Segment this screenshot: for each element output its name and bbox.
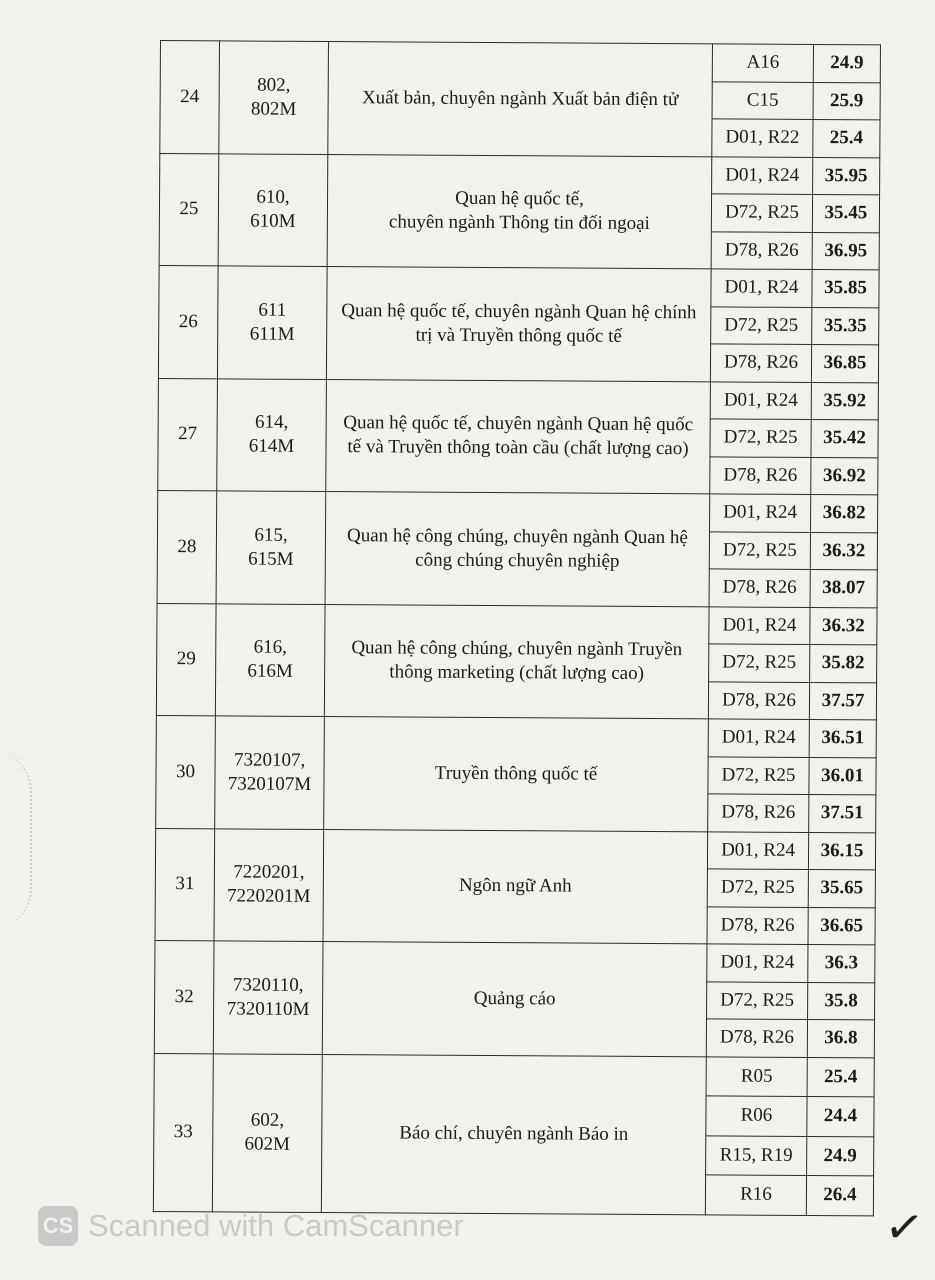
cutoff-score: 35.42 bbox=[811, 419, 878, 457]
cutoff-score: 37.57 bbox=[809, 682, 876, 720]
partial-stamp-mark bbox=[0, 750, 32, 930]
subject-combination: D72, R25 bbox=[707, 869, 808, 907]
row-number: 32 bbox=[154, 940, 214, 1053]
admission-scores-table bbox=[153, 40, 881, 1216]
cutoff-score: 25.4 bbox=[807, 1057, 874, 1097]
cutoff-score: 37.51 bbox=[809, 794, 876, 832]
program-code: 610, 610M bbox=[218, 153, 328, 266]
subject-combination: D72, R25 bbox=[709, 531, 810, 569]
subject-combination: D01, R24 bbox=[709, 606, 810, 644]
row-number: 28 bbox=[157, 490, 217, 603]
table-row bbox=[154, 1053, 874, 1097]
cutoff-score: 36.32 bbox=[810, 532, 877, 570]
subject-combination: D01, R24 bbox=[708, 719, 809, 757]
program-code: 7220201, 7220201M bbox=[214, 828, 324, 941]
program-code: 611 611M bbox=[217, 266, 327, 379]
cutoff-score: 36.8 bbox=[807, 1019, 874, 1057]
program-name: Quan hệ quốc tế, chuyên ngành Quan hệ chính trị và Truyền thông quốc tế bbox=[326, 267, 711, 382]
subject-combination: C15 bbox=[712, 81, 813, 119]
cutoff-score: 25.4 bbox=[813, 119, 880, 157]
subject-combination: D01, R22 bbox=[712, 119, 813, 157]
cutoff-score: 36.15 bbox=[808, 832, 875, 870]
cutoff-score: 24.9 bbox=[813, 44, 880, 82]
subject-combination: D01, R24 bbox=[711, 269, 812, 307]
cutoff-score: 35.8 bbox=[808, 982, 875, 1020]
subject-combination: D78, R26 bbox=[710, 456, 811, 494]
table-row bbox=[160, 41, 880, 83]
cutoff-score: 36.3 bbox=[808, 944, 875, 982]
cutoff-score: 36.65 bbox=[808, 907, 875, 945]
table-row bbox=[155, 828, 875, 870]
table-row bbox=[157, 603, 877, 645]
cutoff-score: 36.82 bbox=[811, 494, 878, 532]
subject-combination: D72, R25 bbox=[711, 306, 812, 344]
camscanner-logo-icon: CS bbox=[38, 1206, 78, 1246]
subject-combination: R16 bbox=[705, 1175, 806, 1215]
program-code: 614, 614M bbox=[217, 378, 327, 491]
table-row bbox=[155, 940, 875, 982]
row-number: 27 bbox=[158, 378, 218, 491]
cutoff-score: 35.85 bbox=[812, 269, 879, 307]
cutoff-score: 36.51 bbox=[809, 719, 876, 757]
row-number: 26 bbox=[158, 265, 218, 378]
subject-combination: D78, R26 bbox=[708, 681, 809, 719]
checkmark-icon: ✓ bbox=[881, 1199, 927, 1256]
camscanner-watermark bbox=[38, 1206, 464, 1246]
program-code: 802, 802M bbox=[219, 41, 329, 154]
cutoff-score: 35.92 bbox=[811, 382, 878, 420]
cutoff-score: 36.32 bbox=[810, 607, 877, 645]
program-name: Quảng cáo bbox=[322, 942, 707, 1057]
row-number: 33 bbox=[153, 1053, 213, 1211]
row-number: 29 bbox=[156, 603, 216, 716]
row-number: 30 bbox=[156, 715, 216, 828]
subject-combination: D78, R26 bbox=[709, 569, 810, 607]
table-row bbox=[159, 265, 879, 307]
program-name: Quan hệ quốc tế, chuyên ngành Quan hệ quốc tế và Truyền thông toàn cầu (chất lượng cao) bbox=[326, 379, 711, 494]
program-code: 7320107, 7320107M bbox=[215, 716, 325, 829]
subject-combination: D78, R26 bbox=[710, 344, 811, 382]
subject-combination: D78, R26 bbox=[706, 1019, 807, 1057]
cutoff-score: 38.07 bbox=[810, 569, 877, 607]
program-code: 602, 602M bbox=[212, 1053, 322, 1212]
program-name: Truyền thông quốc tế bbox=[324, 717, 709, 832]
subject-combination: D01, R24 bbox=[707, 831, 808, 869]
subject-combination: D01, R24 bbox=[707, 944, 808, 982]
cutoff-score: 35.82 bbox=[810, 644, 877, 682]
cutoff-score: 36.92 bbox=[811, 457, 878, 495]
subject-combination: D01, R24 bbox=[710, 494, 811, 532]
subject-combination: A16 bbox=[712, 44, 813, 82]
cutoff-score: 35.45 bbox=[812, 194, 879, 232]
cutoff-score: 35.35 bbox=[812, 307, 879, 345]
program-name: Ngôn ngữ Anh bbox=[323, 829, 708, 944]
row-number: 31 bbox=[155, 828, 215, 941]
subject-combination: D72, R25 bbox=[710, 419, 811, 457]
cutoff-score: 25.9 bbox=[813, 82, 880, 120]
program-code: 615, 615M bbox=[216, 491, 326, 604]
subject-combination: D78, R26 bbox=[711, 231, 812, 269]
program-name: Xuất bản, chuyên ngành Xuất bản điện tử bbox=[328, 42, 713, 157]
cutoff-score: 24.9 bbox=[807, 1136, 874, 1176]
row-number: 24 bbox=[160, 41, 220, 154]
row-number: 25 bbox=[159, 153, 219, 266]
subject-combination: D72, R25 bbox=[708, 756, 809, 794]
cutoff-score: 35.95 bbox=[813, 157, 880, 195]
subject-combination: D78, R26 bbox=[708, 794, 809, 832]
table-row bbox=[160, 153, 880, 195]
table-row bbox=[156, 715, 876, 757]
program-code: 7320110, 7320110M bbox=[213, 941, 323, 1054]
subject-combination: D78, R26 bbox=[707, 906, 808, 944]
cutoff-score: 35.65 bbox=[808, 869, 875, 907]
cutoff-score: 36.95 bbox=[812, 232, 879, 270]
table-row bbox=[158, 490, 878, 532]
program-name: Quan hệ quốc tế, chuyên ngành Thông tin đối ngoại bbox=[327, 154, 712, 269]
subject-combination: D01, R24 bbox=[712, 156, 813, 194]
watermark-text: Scanned with CamScanner bbox=[88, 1208, 464, 1243]
subject-combination: D72, R25 bbox=[711, 194, 812, 232]
subject-combination: R15, R19 bbox=[706, 1135, 807, 1175]
program-code: 616, 616M bbox=[215, 603, 325, 716]
program-name: Báo chí, chuyên ngành Báo in bbox=[321, 1054, 706, 1214]
cutoff-score: 36.01 bbox=[809, 757, 876, 795]
cutoff-score: 36.85 bbox=[811, 344, 878, 382]
subject-combination: D01, R24 bbox=[710, 381, 811, 419]
program-name: Quan hệ công chúng, chuyên ngành Truyền thông marketing (chất lượng cao) bbox=[324, 604, 709, 719]
table-row bbox=[158, 378, 878, 420]
program-name: Quan hệ công chúng, chuyên ngành Quan hệ công chúng chuyên nghiệp bbox=[325, 492, 710, 607]
cutoff-score: 26.4 bbox=[806, 1175, 873, 1215]
subject-combination: D72, R25 bbox=[707, 981, 808, 1019]
subject-combination: R05 bbox=[706, 1056, 807, 1096]
cutoff-score: 24.4 bbox=[807, 1096, 874, 1136]
subject-combination: D72, R25 bbox=[709, 644, 810, 682]
subject-combination: R06 bbox=[706, 1096, 807, 1136]
